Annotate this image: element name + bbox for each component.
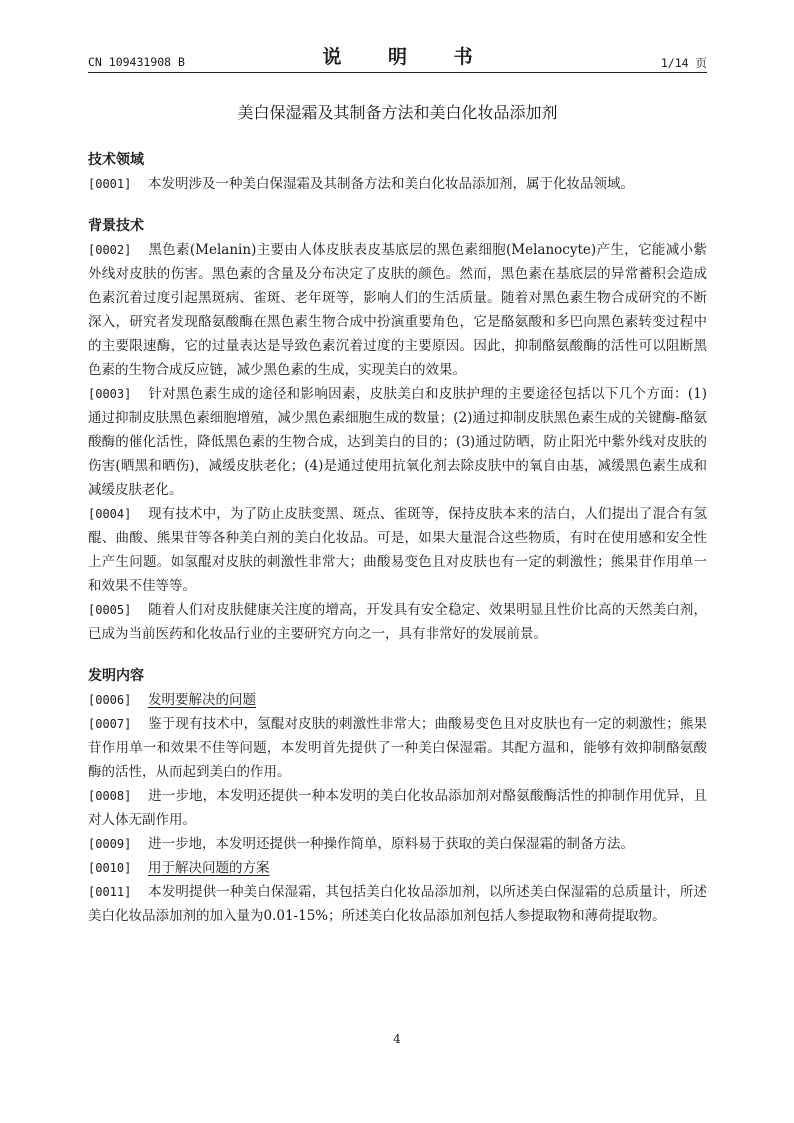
paragraph-number: [0009] [88,837,132,851]
page-number: 4 [393,1032,401,1046]
paragraph-number: [0004] [88,507,132,521]
page-of-total: 1/14 页 [660,56,707,70]
section-heading: 发明内容 [88,668,144,684]
paragraph [88,598,707,646]
paragraph [88,238,707,382]
paragraph-text: 针对黑色素生成的途径和影响因素，皮肤美白和皮肤护理的主要途径包括以下几个方面：(1)通过抑制皮肤黑色素细胞增殖，减少黑色素细胞生成的数量；(2)通过抑制皮肤黑色素生成的关键酶-酪氨酸酶的催化活性，降低黑色素的生物合成，达到美白的目的；(3)通过防晒，防止阳光中紫外线对皮肤的伤害(晒黑和晒伤)，减缓皮肤老化；(4)是通过使用抗氧化剂去除皮肤中的氧自由基，减缓黑色素生成和减缓皮肤老化。 [88,386,707,498]
paragraph [88,502,707,598]
paragraph-number: [0003] [88,387,132,401]
paragraph-text: 本发明涉及一种美白保湿霜及其制备方法和美白化妆品添加剂，属于化妆品领域。 [148,176,634,192]
section-heading: 背景技术 [88,218,144,234]
document-type: 说 明 书 [322,46,493,68]
paragraph-number: [0007] [88,717,132,731]
patent-number: CN 109431908 B [88,55,185,69]
subheading-text: 发明要解决的问题 [148,692,256,708]
paragraph-number: [0011] [88,885,132,899]
document-body [88,148,707,928]
paragraph [88,784,707,832]
paragraph-text: 现有技术中，为了防止皮肤变黑、斑点、雀斑等，保持皮肤本来的洁白，人们提出了混合有氢醌、曲酸、熊果苷等各种美白剂的美白化妆品。可是，如果大量混合这些物质，有时在使用感和安全性上产生问题。如氢醌对皮肤的刺激性非常大；曲酸易变色且对皮肤也有一定的刺激性；熊果苷作用单一和效果不佳等等。 [88,506,707,594]
paragraph [88,856,707,880]
paragraph-number: [0008] [88,789,132,803]
paragraph [88,832,707,856]
paragraph-text: 随着人们对皮肤健康关注度的增高，开发具有安全稳定、效果明显且性价比高的天然美白剂，已成为当前医药和化妆品行业的主要研究方向之一，具有非常好的发展前景。 [88,602,707,642]
document-title: 美白保湿霜及其制备方法和美白化妆品添加剂 [237,103,558,122]
paragraph-text: 黑色素(Melanin)主要由人体皮肤表皮基底层的黑色素细胞(Melanocyte)产生，它能减小紫外线对皮肤的伤害。黑色素的含量及分布决定了皮肤的颜色。然而，黑色素在基底层的异常蓄积会造成色素沉着过度引起黑斑病、雀斑、老年斑等，影响人们的生活质量。随着对黑色素生物合成研究的不断深入，研究者发现酪氨酸酶在黑色素生物合成中扮演重要角色，它是酪氨酸和多巴向黑色素转变过程中的主要限速酶，它的过量表达是导致色素沉着过度的主要原因。因此，抑制酪氨酸酶的活性可以阻断黑色素的生物合成反应链，减少黑色素的生成，实现美白的效果。 [88,242,707,378]
page-header [88,42,707,72]
paragraph-text: 进一步地，本发明还提供一种本发明的美白化妆品添加剂对酪氨酸酶活性的抑制作用优异，且对人体无副作用。 [88,788,707,828]
paragraph [88,382,707,502]
paragraph-text: 鉴于现有技术中，氢醌对皮肤的刺激性非常大；曲酸易变色且对皮肤也有一定的刺激性；熊果苷作用单一和效果不佳等问题，本发明首先提供了一种美白保湿霜。其配方温和，能够有效抑制酪氨酸酶的活性，从而起到美白的作用。 [88,716,707,780]
paragraph-number: [0005] [88,603,132,617]
paragraph-number: [0006] [88,693,132,707]
subheading-text: 用于解决问题的方案 [148,860,270,876]
section-heading: 技术领域 [88,152,144,168]
paragraph-number: [0002] [88,243,132,257]
paragraph-text: 进一步地，本发明还提供一种操作简单，原料易于获取的美白保湿霜的制备方法。 [148,836,634,852]
header-rule [88,72,707,73]
paragraph-text: 本发明提供一种美白保湿霜，其包括美白化妆品添加剂，以所述美白保湿霜的总质量计，所述美白化妆品添加剂的加入量为0.01-15%；所述美白化妆品添加剂包括人参提取物和薄荷提取物。 [88,884,707,924]
paragraph [88,880,707,928]
paragraph [88,688,707,712]
paragraph-number: [0010] [88,861,132,875]
paragraph [88,712,707,784]
paragraph-number: [0001] [88,177,132,191]
paragraph [88,172,707,196]
